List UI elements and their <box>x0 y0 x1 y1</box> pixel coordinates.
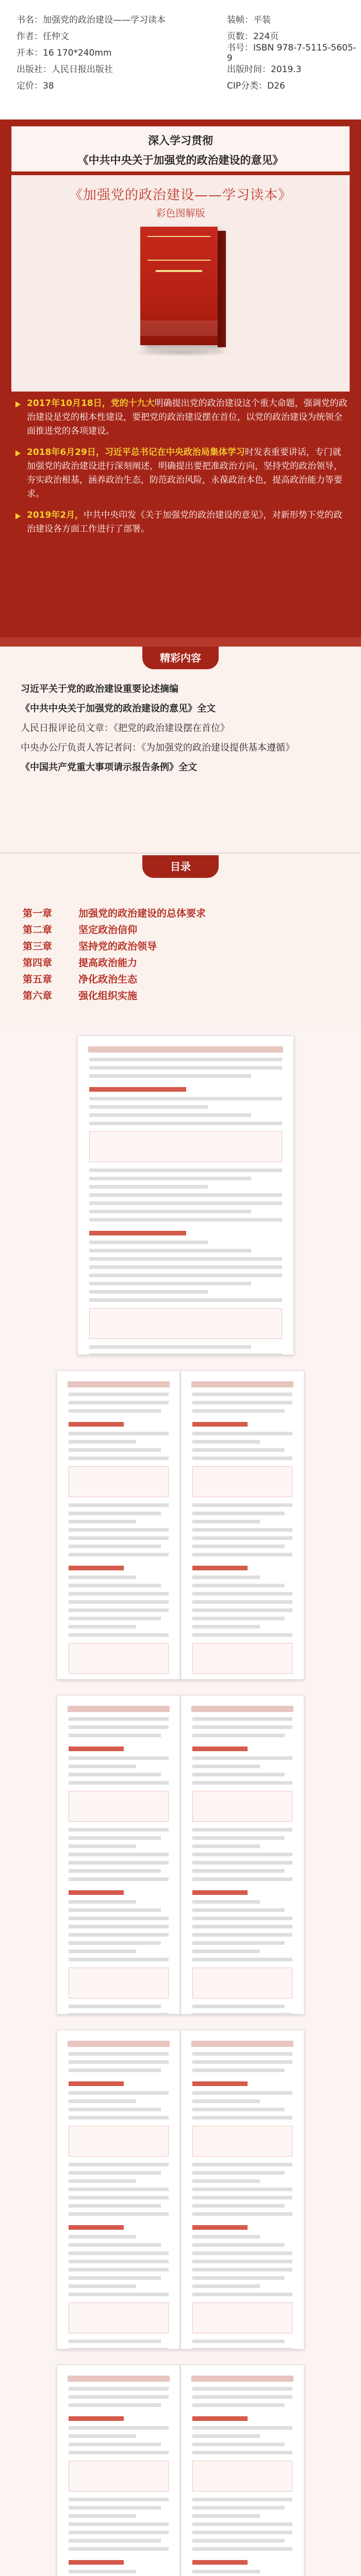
toc-title: 强化组织实施 <box>78 990 138 1002</box>
info-right: CIP分类：D26 <box>227 80 285 91</box>
toc-chapter: 第三章 <box>23 940 53 952</box>
cover-rule <box>156 270 202 272</box>
section-divider <box>0 853 361 854</box>
intro-text: 明确提出党的政治建设这个重大命题，强调党的政治建设是党的根本性建设，要把党的政治建设摆在首位，以党的政治建设为统领全面推进党的各项建设。 <box>27 398 348 436</box>
intro-text: 中共中央印发《关于加强党的政治建设的意见》，对新形势下党的政治建设各方面工作进行了部署。 <box>27 510 342 534</box>
highlight-item: 《中国共产党重大事项请示报告条例》全文 <box>21 762 197 773</box>
toc-row <box>23 904 342 921</box>
info-left: 开本：16 170*240mm <box>17 47 112 58</box>
banner-line-1: 深入学习贯彻 <box>148 134 213 147</box>
highlight-item: 习近平关于党的政治建设重要论述摘编 <box>21 684 178 694</box>
info-left: 出版社：人民日报出版社 <box>17 64 113 75</box>
info-right: 书号：ISBN 978-7-5115-5605-9 <box>227 42 356 63</box>
info-left: 书名：加强党的政治建设——学习读本 <box>17 14 166 25</box>
book-shadow <box>130 348 233 357</box>
toc-title: 提高政治能力 <box>78 957 138 969</box>
info-right: 页数：224页 <box>227 31 279 42</box>
toc-row <box>23 987 342 1003</box>
intro-date: 2019年2月， <box>27 510 84 520</box>
highlight-item: 中央办公厅负责人答记者问：《为加强党的政治建设提供基本遵循》 <box>21 742 294 753</box>
sample-page-image <box>57 1370 180 1680</box>
book-info-table <box>0 0 361 118</box>
book-showcase <box>11 175 350 392</box>
intro-text: 时发表重要讲话，专门就加强党的政治建设进行深刻阐述，明确提出要把准政治方向，坚持党的政治领导，夯实政治根基，涵养政治生态，防范政治风险，永葆政治本色，提高政治能力等要求。 <box>27 447 342 499</box>
intro-item <box>11 397 350 438</box>
toc-title: 加强党的政治建设的总体要求 <box>78 907 206 919</box>
info-row <box>0 60 361 76</box>
info-row <box>0 42 361 63</box>
toc-chapter: 第六章 <box>23 990 53 1002</box>
intro-date: 2017年10月18日， <box>27 398 111 409</box>
info-right: 出版时间：2019.3 <box>227 64 302 75</box>
sample-page-image <box>180 1695 304 2014</box>
toc-title: 坚定政治信仰 <box>78 924 138 936</box>
highlight-item: 《中共中央关于加强党的政治建设的意见》全文 <box>21 703 216 714</box>
book-title: 《加强党的政治建设——学习读本》 <box>69 188 292 203</box>
banner-line-2: 《中共中央关于加强党的政治建设的意见》 <box>77 154 284 166</box>
intro-subject: 党的十九大 <box>110 398 155 409</box>
toc-row <box>23 970 342 987</box>
intro-date: 2018年6月29日， <box>27 447 105 457</box>
toc-chapter: 第一章 <box>23 907 53 919</box>
cover-title-band <box>147 236 210 261</box>
sample-page-image <box>180 2365 304 2576</box>
sample-page-image <box>57 1695 180 2014</box>
toc-row <box>23 921 342 937</box>
sample-page-image <box>180 2030 304 2349</box>
info-left: 定价：38 <box>17 80 54 91</box>
info-left: 作者：任仲文 <box>17 31 69 42</box>
toc-list <box>23 904 342 1003</box>
book-spine <box>218 231 226 347</box>
book-subtitle: 彩色图解版 <box>156 208 205 219</box>
book-cover-image <box>140 227 218 345</box>
info-row <box>0 10 361 27</box>
toc-chapter: 第二章 <box>23 924 53 936</box>
toc-tab: 目录 <box>142 855 219 878</box>
toc-title: 坚持党的政治领导 <box>78 940 157 952</box>
sample-page-image <box>77 1036 294 1355</box>
cover-footer-band <box>140 320 218 336</box>
banner-heading <box>11 126 350 172</box>
highlights-list <box>21 680 340 778</box>
intro-item <box>11 446 350 501</box>
sample-page-image <box>180 1370 304 1680</box>
intro-subject: 习近平总书记在中央政治局集体学习 <box>104 447 245 457</box>
toc-row <box>23 954 342 970</box>
intro-list <box>11 397 350 544</box>
sample-page-image <box>57 2030 180 2349</box>
intro-section-edge <box>0 637 361 647</box>
highlight-item: 人民日报评论员文章：《把党的政治建设摆在首位》 <box>21 723 229 734</box>
info-right: 装帧：平装 <box>227 14 271 25</box>
toc-chapter: 第四章 <box>23 957 53 969</box>
toc-title: 净化政治生态 <box>78 973 138 985</box>
toc-row <box>23 937 342 954</box>
toc-chapter: 第五章 <box>23 973 53 985</box>
intro-item <box>11 509 350 536</box>
sample-page-image <box>57 2365 180 2576</box>
highlights-tab: 精彩内容 <box>142 647 219 669</box>
info-row <box>0 76 361 93</box>
